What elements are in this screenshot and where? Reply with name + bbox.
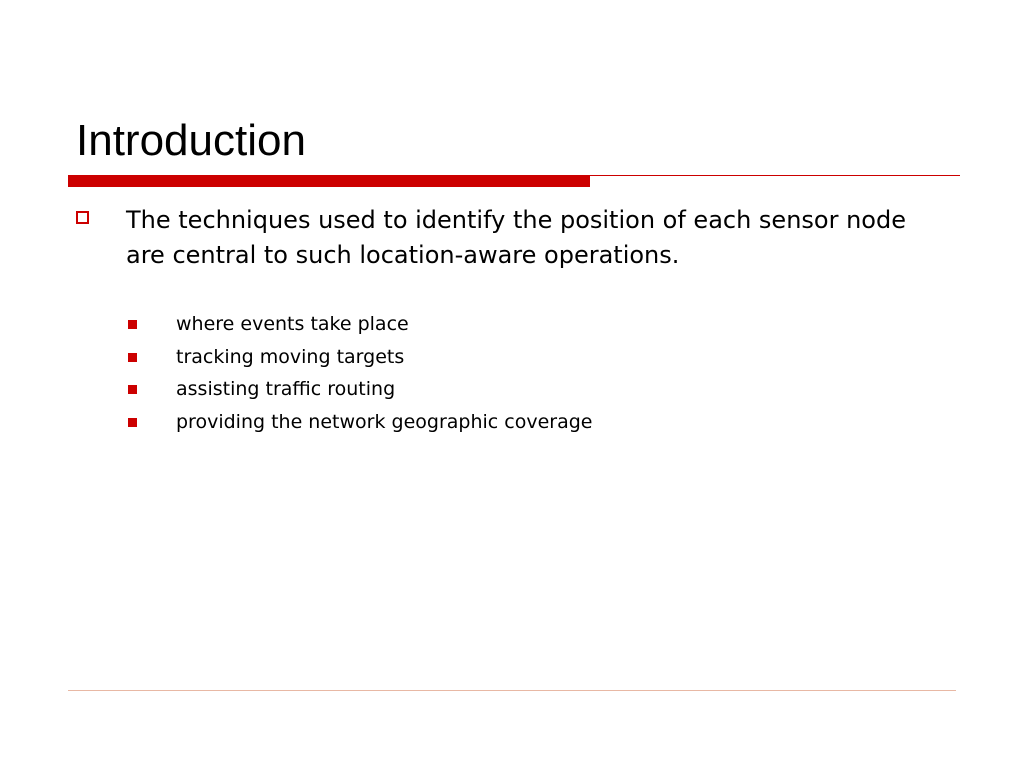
sub-bullet-text: where events take place: [176, 313, 409, 335]
footer-rule: [68, 690, 956, 691]
sub-bullet-text: providing the network geographic coverage: [176, 411, 593, 434]
filled-square-bullet-icon: [128, 320, 137, 329]
main-bullet-text: The techniques used to identify the position of each sensor node are central to such location-aware operations.: [126, 206, 906, 269]
sub-bullet-item: [128, 375, 928, 408]
sub-bullet-text: assisting traffic routing: [176, 378, 396, 401]
sub-bullet-list: [128, 310, 928, 441]
filled-square-bullet-icon: [128, 418, 137, 427]
filled-square-bullet-icon: [128, 353, 137, 362]
title-underline-thick: [68, 175, 590, 187]
sub-bullet-text: tracking moving targets: [176, 345, 405, 368]
sub-bullet-item: [128, 408, 928, 441]
filled-square-bullet-icon: [128, 385, 137, 394]
slide-title: Introduction: [76, 116, 306, 165]
hollow-square-bullet-icon: [76, 211, 89, 224]
sub-bullet-item: [128, 343, 928, 376]
sub-bullet-item: [128, 310, 928, 343]
title-underline-thin: [590, 175, 960, 176]
